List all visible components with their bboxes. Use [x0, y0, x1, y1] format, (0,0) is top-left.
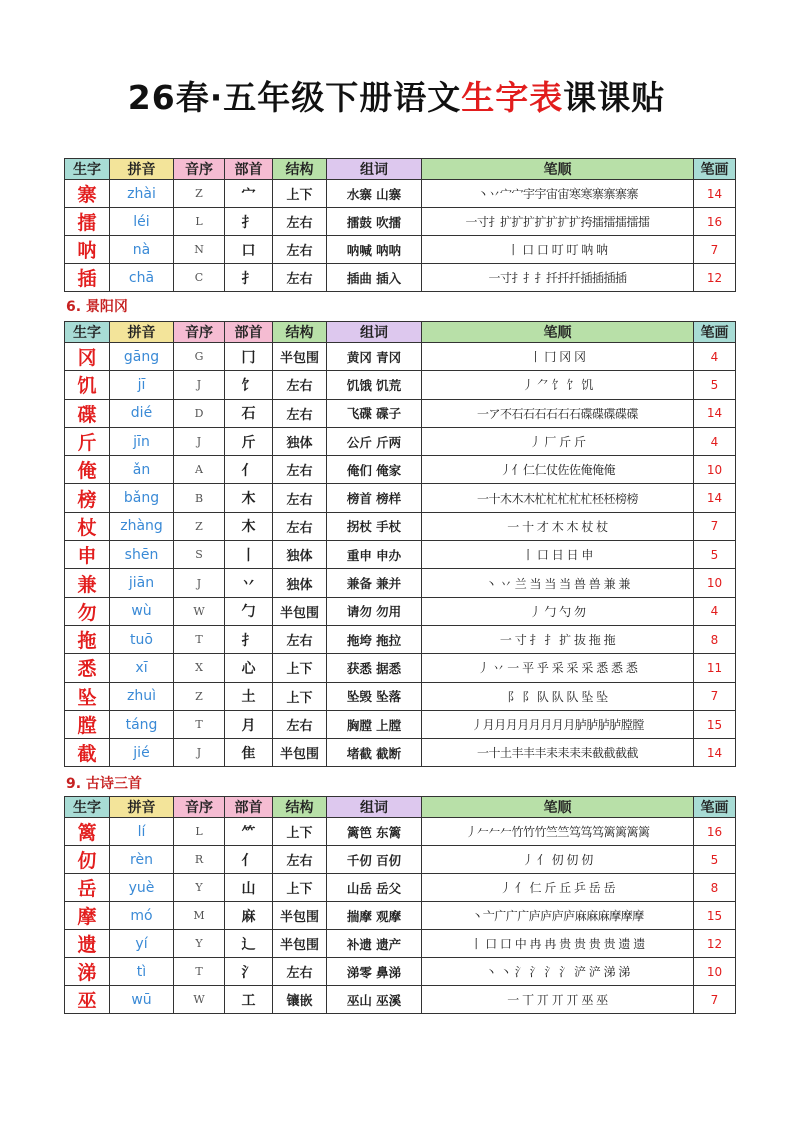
header-words: 组词 [327, 159, 422, 180]
cell-count: 12 [694, 930, 736, 958]
cell-strokes: 丨 口 口 中 冉 冉 贵 贵 贵 贵 遗 遗 [422, 930, 694, 958]
cell-char: 饥 [65, 371, 110, 399]
cell-radical: 土 [225, 682, 273, 710]
table-row [65, 846, 736, 874]
table-row [65, 818, 736, 846]
cell-radical: 斤 [225, 427, 273, 455]
cell-pinyin: zhài [110, 180, 174, 208]
cell-count: 14 [694, 739, 736, 767]
cell-order: W [174, 597, 225, 625]
header-structure: 结构 [273, 322, 327, 343]
cell-order: D [174, 399, 225, 427]
table-header-row [65, 322, 736, 343]
header-char: 生字 [65, 322, 110, 343]
cell-structure: 左右 [273, 958, 327, 986]
title-suffix: 课课贴 [563, 78, 666, 117]
cell-pinyin: xī [110, 654, 174, 682]
cell-char: 寨 [65, 180, 110, 208]
cell-pinyin: tì [110, 958, 174, 986]
section-title: 6. 景阳冈 [66, 299, 128, 315]
header-radical: 部首 [225, 322, 273, 343]
cell-pinyin: jīn [110, 427, 174, 455]
cell-pinyin: léi [110, 208, 174, 236]
cell-order: L [174, 208, 225, 236]
table-row [65, 710, 736, 738]
cell-char: 榜 [65, 484, 110, 512]
cell-strokes: 丶亠广广广庐庐庐庐麻麻麻摩摩摩 [422, 902, 694, 930]
table-row [65, 264, 736, 292]
cell-structure: 左右 [273, 484, 327, 512]
cell-strokes: 丿 亻 仁 斤 丘 乒 岳 岳 [422, 874, 694, 902]
cell-words: 水寨 山寨 [327, 180, 422, 208]
cell-strokes: 丿 丷 一 平 乎 采 采 采 悉 悉 悉 [422, 654, 694, 682]
cell-order: Z [174, 180, 225, 208]
header-strokes: 笔顺 [422, 322, 694, 343]
cell-pinyin: rèn [110, 846, 174, 874]
header-char: 生字 [65, 159, 110, 180]
cell-char: 悉 [65, 654, 110, 682]
cell-char: 篱 [65, 818, 110, 846]
cell-strokes: 一十木木木杧杧杧杧杧柸柸榜榜 [422, 484, 694, 512]
cell-count: 4 [694, 427, 736, 455]
header-words: 组词 [327, 797, 422, 818]
header-structure: 结构 [273, 797, 327, 818]
cell-pinyin: jié [110, 739, 174, 767]
cell-char: 斤 [65, 427, 110, 455]
cell-words: 请勿 勿用 [327, 597, 422, 625]
table-row [65, 986, 736, 1014]
cell-strokes: 一 丅 丌 丌 丌 巫 巫 [422, 986, 694, 1014]
cell-words: 呐喊 呐呐 [327, 236, 422, 264]
cell-order: M [174, 902, 225, 930]
cell-strokes: 丿 ⺈ 饣 饣 饥 [422, 371, 694, 399]
cell-words: 榜首 榜样 [327, 484, 422, 512]
table-row [65, 343, 736, 371]
cell-order: Z [174, 682, 225, 710]
cell-order: B [174, 484, 225, 512]
table-row [65, 427, 736, 455]
cell-words: 获悉 据悉 [327, 654, 422, 682]
table-row [65, 654, 736, 682]
cell-radical: 扌 [225, 208, 273, 236]
cell-order: J [174, 371, 225, 399]
cell-count: 7 [694, 682, 736, 710]
table-row [65, 682, 736, 710]
cell-radical: 隹 [225, 739, 273, 767]
cell-words: 插曲 插入 [327, 264, 422, 292]
cell-char: 兼 [65, 569, 110, 597]
cell-strokes: 丨 口 日 日 申 [422, 541, 694, 569]
cell-order: T [174, 710, 225, 738]
cell-strokes: 丿𠂉𠂉𠂉竹竹竹竺竺笃笃笃篱篱篱篱 [422, 818, 694, 846]
cell-order: W [174, 986, 225, 1014]
cell-order: S [174, 541, 225, 569]
cell-pinyin: jiān [110, 569, 174, 597]
cell-radical: 勹 [225, 597, 273, 625]
cell-count: 8 [694, 874, 736, 902]
cell-words: 饥饿 饥荒 [327, 371, 422, 399]
header-count: 笔画 [694, 322, 736, 343]
table-row [65, 484, 736, 512]
cell-pinyin: tuō [110, 625, 174, 653]
cell-radical: 辶 [225, 930, 273, 958]
header-strokes: 笔顺 [422, 797, 694, 818]
cell-structure: 左右 [273, 625, 327, 653]
cell-radical: 亻 [225, 456, 273, 484]
cell-count: 16 [694, 208, 736, 236]
cell-char: 勿 [65, 597, 110, 625]
cell-pinyin: zhuì [110, 682, 174, 710]
cell-pinyin: lí [110, 818, 174, 846]
cell-count: 12 [694, 264, 736, 292]
cell-char: 涕 [65, 958, 110, 986]
cell-order: C [174, 264, 225, 292]
cell-radical: 宀 [225, 180, 273, 208]
title-prefix: 26春·五年级下册语文 [127, 78, 462, 117]
table-header-row [65, 797, 736, 818]
cell-strokes: 一ア不石石石石石石碟碟碟碟碟 [422, 399, 694, 427]
cell-strokes: 阝 阝 队 队 队 坠 坠 [422, 682, 694, 710]
cell-order: A [174, 456, 225, 484]
cell-radical: 月 [225, 710, 273, 738]
cell-words: 补遗 遗产 [327, 930, 422, 958]
cell-char: 截 [65, 739, 110, 767]
cell-pinyin: ǎn [110, 456, 174, 484]
cell-radical: 氵 [225, 958, 273, 986]
cell-count: 14 [694, 180, 736, 208]
cell-count: 4 [694, 597, 736, 625]
cell-strokes: 丨 冂 冈 冈 [422, 343, 694, 371]
cell-strokes: 丿月月月月月月月月胪胪胪胪膛膛 [422, 710, 694, 738]
header-order: 音序 [174, 797, 225, 818]
cell-pinyin: shēn [110, 541, 174, 569]
cell-strokes: 一 寸 扌 扌 扩 抜 拖 拖 [422, 625, 694, 653]
cell-char: 仞 [65, 846, 110, 874]
cell-char: 岳 [65, 874, 110, 902]
cell-order: L [174, 818, 225, 846]
cell-pinyin: yuè [110, 874, 174, 902]
cell-strokes: 丿 勹 勺 勿 [422, 597, 694, 625]
cell-structure: 上下 [273, 818, 327, 846]
cell-structure: 上下 [273, 874, 327, 902]
header-words: 组词 [327, 322, 422, 343]
cell-count: 15 [694, 710, 736, 738]
cell-structure: 左右 [273, 264, 327, 292]
header-radical: 部首 [225, 797, 273, 818]
cell-pinyin: gāng [110, 343, 174, 371]
cell-words: 山岳 岳父 [327, 874, 422, 902]
cell-pinyin: yí [110, 930, 174, 958]
cell-pinyin: chā [110, 264, 174, 292]
cell-structure: 左右 [273, 399, 327, 427]
table-row [65, 512, 736, 540]
header-pinyin: 拼音 [110, 322, 174, 343]
title-highlight: 生字表 [461, 78, 564, 117]
cell-radical: 工 [225, 986, 273, 1014]
cell-count: 7 [694, 512, 736, 540]
table-row [65, 208, 736, 236]
cell-strokes: 丿亻仁仁仗佐佐俺俺俺 [422, 456, 694, 484]
cell-order: R [174, 846, 225, 874]
cell-strokes: 丶 丶 氵 氵 氵 氵 浐 浐 涕 涕 [422, 958, 694, 986]
cell-pinyin: nà [110, 236, 174, 264]
cell-words: 擂鼓 吹擂 [327, 208, 422, 236]
cell-pinyin: bǎng [110, 484, 174, 512]
cell-char: 巫 [65, 986, 110, 1014]
cell-words: 黄冈 青冈 [327, 343, 422, 371]
cell-order: J [174, 739, 225, 767]
cell-radical: 木 [225, 484, 273, 512]
cell-char: 擂 [65, 208, 110, 236]
cell-words: 篱笆 东篱 [327, 818, 422, 846]
table-row [65, 399, 736, 427]
cell-count: 8 [694, 625, 736, 653]
cell-char: 拖 [65, 625, 110, 653]
cell-structure: 镶嵌 [273, 986, 327, 1014]
header-count: 笔画 [694, 159, 736, 180]
table-row [65, 958, 736, 986]
cell-strokes: 丶 丷 兰 当 当 当 兽 兽 兼 兼 [422, 569, 694, 597]
cell-order: T [174, 958, 225, 986]
table-row [65, 739, 736, 767]
cell-radical: 山 [225, 874, 273, 902]
cell-char: 坠 [65, 682, 110, 710]
header-pinyin: 拼音 [110, 797, 174, 818]
cell-pinyin: jī [110, 371, 174, 399]
header-order: 音序 [174, 322, 225, 343]
cell-words: 拖垮 拖拉 [327, 625, 422, 653]
cell-structure: 左右 [273, 371, 327, 399]
cell-strokes: 丨 口 口 叮 叮 呐 呐 [422, 236, 694, 264]
cell-count: 5 [694, 541, 736, 569]
cell-radical: ⺮ [225, 818, 273, 846]
cell-structure: 半包围 [273, 597, 327, 625]
cell-order: Y [174, 874, 225, 902]
cell-count: 10 [694, 569, 736, 597]
cell-strokes: 丿 亻 仞 仞 仞 [422, 846, 694, 874]
header-count: 笔画 [694, 797, 736, 818]
cell-pinyin: wù [110, 597, 174, 625]
cell-char: 俺 [65, 456, 110, 484]
cell-char: 摩 [65, 902, 110, 930]
cell-radical: 石 [225, 399, 273, 427]
cell-structure: 左右 [273, 710, 327, 738]
cell-radical: 木 [225, 512, 273, 540]
cell-words: 揣摩 观摩 [327, 902, 422, 930]
cell-words: 俺们 俺家 [327, 456, 422, 484]
cell-strokes: 丿 厂 斤 斤 [422, 427, 694, 455]
cell-structure: 上下 [273, 654, 327, 682]
table-header-row [65, 159, 736, 180]
cell-structure: 半包围 [273, 930, 327, 958]
cell-radical: 丷 [225, 569, 273, 597]
cell-strokes: 一十土丰丰丰耒耒耒耒截截截截 [422, 739, 694, 767]
cell-radical: 饣 [225, 371, 273, 399]
header-order: 音序 [174, 159, 225, 180]
cell-words: 拐杖 手杖 [327, 512, 422, 540]
header-char: 生字 [65, 797, 110, 818]
cell-order: J [174, 427, 225, 455]
cell-char: 膛 [65, 710, 110, 738]
table-row [65, 371, 736, 399]
cell-count: 5 [694, 371, 736, 399]
cell-strokes: 一寸扌扌扌扦扦扦插插插插 [422, 264, 694, 292]
header-radical: 部首 [225, 159, 273, 180]
cell-words: 飞碟 碟子 [327, 399, 422, 427]
table-row [65, 180, 736, 208]
table-row [65, 597, 736, 625]
cell-char: 杖 [65, 512, 110, 540]
cell-structure: 独体 [273, 569, 327, 597]
cell-order: X [174, 654, 225, 682]
cell-count: 14 [694, 399, 736, 427]
header-strokes: 笔顺 [422, 159, 694, 180]
cell-count: 10 [694, 958, 736, 986]
cell-radical: 麻 [225, 902, 273, 930]
cell-words: 坠毁 坠落 [327, 682, 422, 710]
cell-char: 遗 [65, 930, 110, 958]
table-row [65, 930, 736, 958]
cell-count: 7 [694, 236, 736, 264]
table-row [65, 902, 736, 930]
cell-structure: 左右 [273, 236, 327, 264]
cell-radical: 冂 [225, 343, 273, 371]
cell-pinyin: mó [110, 902, 174, 930]
cell-pinyin: zhàng [110, 512, 174, 540]
cell-order: J [174, 569, 225, 597]
cell-structure: 左右 [273, 846, 327, 874]
cell-structure: 上下 [273, 180, 327, 208]
cell-words: 涕零 鼻涕 [327, 958, 422, 986]
cell-order: Y [174, 930, 225, 958]
table-row [65, 236, 736, 264]
cell-count: 15 [694, 902, 736, 930]
cell-count: 5 [694, 846, 736, 874]
cell-words: 公斤 斤两 [327, 427, 422, 455]
cell-count: 4 [694, 343, 736, 371]
cell-structure: 半包围 [273, 902, 327, 930]
cell-structure: 上下 [273, 682, 327, 710]
table-row [65, 625, 736, 653]
cell-structure: 半包围 [273, 739, 327, 767]
cell-structure: 左右 [273, 512, 327, 540]
cell-radical: 扌 [225, 625, 273, 653]
cell-words: 堵截 截断 [327, 739, 422, 767]
cell-radical: 亻 [225, 846, 273, 874]
cell-char: 申 [65, 541, 110, 569]
table-row [65, 569, 736, 597]
table-row [65, 541, 736, 569]
char-table [64, 796, 736, 1014]
cell-words: 重申 申办 [327, 541, 422, 569]
page-title [0, 72, 793, 119]
cell-structure: 左右 [273, 456, 327, 484]
cell-structure: 独体 [273, 541, 327, 569]
table-row [65, 874, 736, 902]
cell-char: 碟 [65, 399, 110, 427]
cell-strokes: 一寸扌扩扩扩扩扩扩扩挎擂擂擂擂擂 [422, 208, 694, 236]
cell-order: G [174, 343, 225, 371]
cell-radical: 心 [225, 654, 273, 682]
cell-structure: 左右 [273, 208, 327, 236]
table-row [65, 456, 736, 484]
cell-char: 插 [65, 264, 110, 292]
header-structure: 结构 [273, 159, 327, 180]
char-table [64, 158, 736, 292]
cell-count: 14 [694, 484, 736, 512]
cell-words: 千仞 百仞 [327, 846, 422, 874]
cell-radical: 口 [225, 236, 273, 264]
cell-radical: 丨 [225, 541, 273, 569]
cell-strokes: 一 十 才 木 木 杖 杖 [422, 512, 694, 540]
cell-words: 兼备 兼并 [327, 569, 422, 597]
char-table [64, 321, 736, 767]
cell-pinyin: wū [110, 986, 174, 1014]
cell-count: 10 [694, 456, 736, 484]
cell-words: 巫山 巫溪 [327, 986, 422, 1014]
cell-count: 16 [694, 818, 736, 846]
cell-radical: 扌 [225, 264, 273, 292]
cell-count: 11 [694, 654, 736, 682]
cell-strokes: 丶丷宀宀宇宇宙宙寒寒寨寨寨寨 [422, 180, 694, 208]
cell-char: 冈 [65, 343, 110, 371]
cell-words: 胸膛 上膛 [327, 710, 422, 738]
cell-char: 呐 [65, 236, 110, 264]
cell-pinyin: táng [110, 710, 174, 738]
cell-structure: 半包围 [273, 343, 327, 371]
section-title: 9. 古诗三首 [66, 776, 142, 792]
cell-count: 7 [694, 986, 736, 1014]
cell-structure: 独体 [273, 427, 327, 455]
cell-order: N [174, 236, 225, 264]
header-pinyin: 拼音 [110, 159, 174, 180]
cell-order: Z [174, 512, 225, 540]
cell-pinyin: dié [110, 399, 174, 427]
cell-order: T [174, 625, 225, 653]
